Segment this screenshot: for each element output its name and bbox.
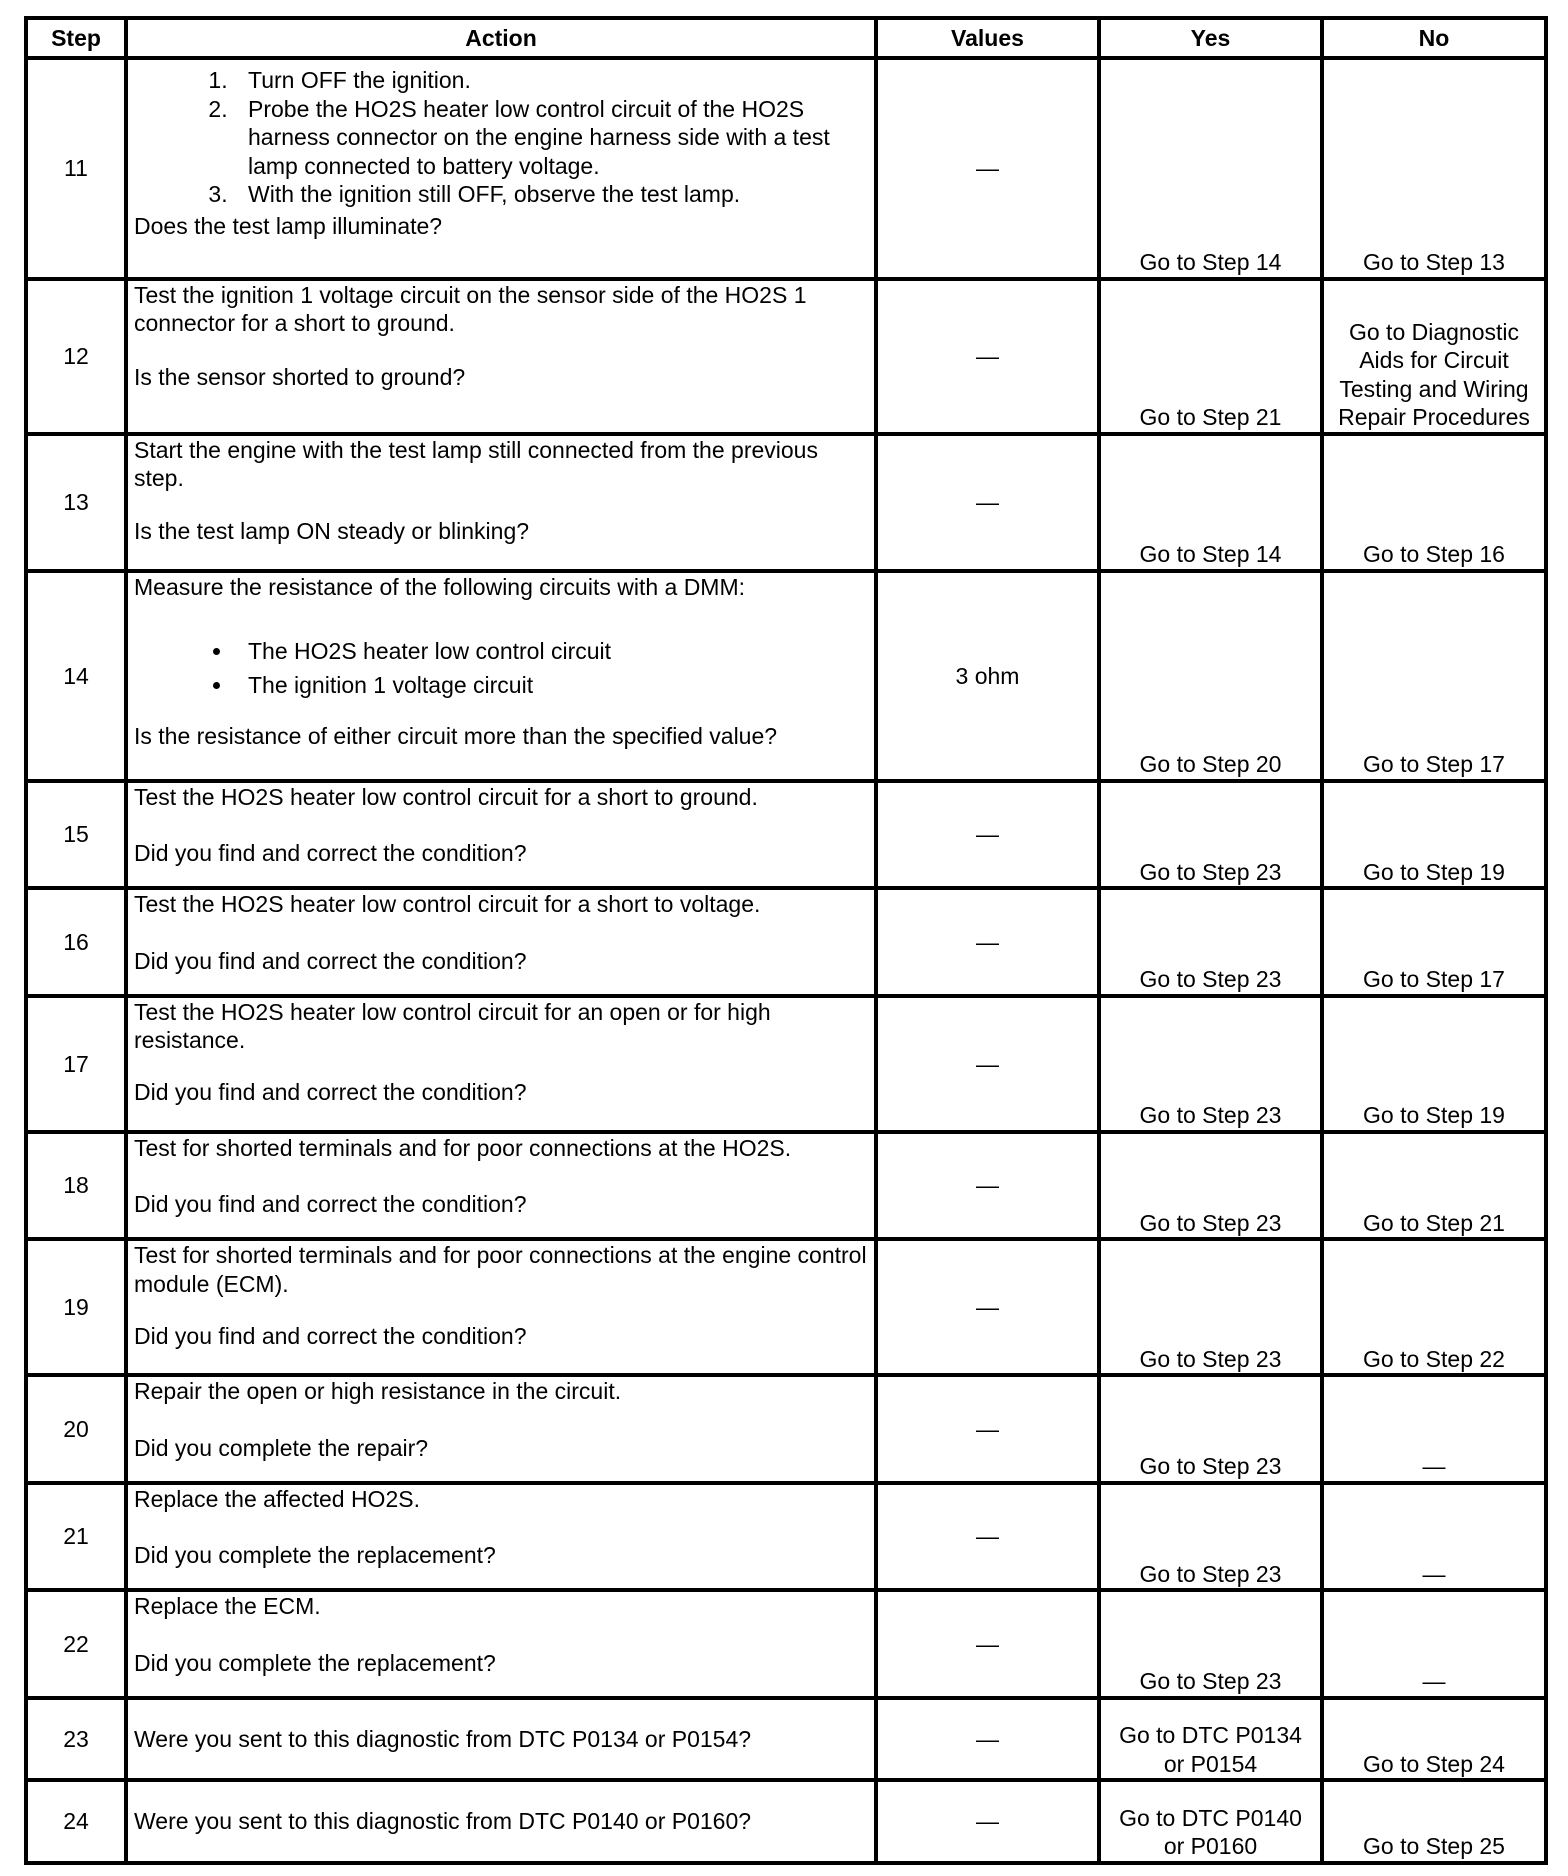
yes-cell: Go to Step 23 [1099, 1132, 1322, 1239]
question-text: Is the resistance of either circuit more than the specified value? [134, 722, 778, 749]
yes-cell: Go to Step 23 [1099, 781, 1322, 888]
list-item: 3. With the ignition still OFF, observe the test lamp. [234, 180, 868, 209]
values-cell: — [876, 1483, 1099, 1590]
header-action: Action [126, 18, 876, 58]
action-text: Measure the resistance of the following circuits with a DMM: [134, 573, 746, 600]
question-text: Did you find and correct the condition? [134, 840, 527, 867]
step-number: 20 [26, 1375, 126, 1482]
action-cell [126, 1132, 876, 1239]
yes-cell: Go to DTC P0134 or P0154 [1099, 1698, 1322, 1781]
question-text: Did you find and correct the condition? [134, 947, 527, 974]
action-text: Test the HO2S heater low control circuit for an open or for high resistance. [134, 998, 771, 1054]
question-text: Did you find and correct the condition? [134, 1079, 527, 1106]
values-cell: — [876, 1780, 1099, 1863]
header-no: No [1322, 18, 1546, 58]
yes-cell: Go to Step 23 [1099, 1375, 1322, 1482]
yes-cell: Go to Step 14 [1099, 58, 1322, 279]
action-text: Test the HO2S heater low control circuit for a short to voltage. [134, 891, 761, 918]
action-text: Start the engine with the test lamp still connected from the previous step. [134, 436, 818, 492]
action-cell [126, 996, 876, 1132]
no-cell: — [1322, 1375, 1546, 1482]
action-cell [126, 434, 876, 571]
step-number: 17 [26, 996, 126, 1132]
action-cell [126, 1780, 876, 1863]
action-cell [126, 1698, 876, 1781]
action-cell [126, 1375, 876, 1482]
step-number: 19 [26, 1239, 126, 1375]
no-cell: Go to Step 13 [1322, 58, 1546, 279]
values-cell: — [876, 58, 1099, 279]
action-text: Test the HO2S heater low control circuit for a short to ground. [134, 783, 758, 810]
table-row [26, 1590, 1546, 1697]
action-cell [126, 58, 876, 279]
step-number: 22 [26, 1590, 126, 1697]
no-cell: — [1322, 1483, 1546, 1590]
header-row [26, 18, 1546, 58]
no-cell: Go to Step 16 [1322, 434, 1546, 571]
values-cell: — [876, 1239, 1099, 1375]
values-cell: — [876, 996, 1099, 1132]
table-row [26, 1375, 1546, 1482]
list-item: 1. Turn OFF the ignition. [234, 66, 868, 95]
step-number: 16 [26, 888, 126, 995]
no-cell: Go to Diagnostic Aids for Circuit Testing and Wiring Repair Procedures [1322, 279, 1546, 434]
action-cell [126, 1239, 876, 1375]
header-values: Values [876, 18, 1099, 58]
step-number: 13 [26, 434, 126, 571]
values-cell: — [876, 781, 1099, 888]
table-row [26, 279, 1546, 434]
header-step: Step [26, 18, 126, 58]
values-cell: — [876, 434, 1099, 571]
step-number: 15 [26, 781, 126, 888]
table-row [26, 888, 1546, 995]
procedure-list [134, 66, 868, 209]
step-number: 24 [26, 1780, 126, 1863]
values-cell: — [876, 888, 1099, 995]
diagnostic-table [24, 16, 1548, 1865]
step-number: 23 [26, 1698, 126, 1781]
table-row [26, 996, 1546, 1132]
yes-cell: Go to DTC P0140 or P0160 [1099, 1780, 1322, 1863]
no-cell: Go to Step 19 [1322, 781, 1546, 888]
question-text: Is the sensor shorted to ground? [134, 364, 466, 391]
no-cell: Go to Step 17 [1322, 888, 1546, 995]
circuit-list [134, 635, 868, 702]
values-cell: — [876, 1590, 1099, 1697]
table-row [26, 781, 1546, 888]
question-text: Does the test lamp illuminate? [134, 213, 443, 240]
question-text: Were you sent to this diagnostic from DTC P0134 or P0154? [134, 1725, 752, 1752]
table-row [26, 571, 1546, 781]
yes-cell: Go to Step 23 [1099, 1239, 1322, 1375]
list-item: 2. Probe the HO2S heater low control circuit of the HO2S harness connector on the engine harness side with a test lamp connected to battery voltage. [234, 95, 868, 181]
list-item: • The ignition 1 voltage circuit [234, 669, 868, 702]
values-cell: — [876, 1375, 1099, 1482]
action-text: Replace the affected HO2S. [134, 1485, 420, 1512]
action-cell [126, 571, 876, 781]
no-cell: Go to Step 19 [1322, 996, 1546, 1132]
step-number: 12 [26, 279, 126, 434]
action-cell [126, 1590, 876, 1697]
list-item: • The HO2S heater low control circuit [234, 635, 868, 668]
yes-cell: Go to Step 21 [1099, 279, 1322, 434]
yes-cell: Go to Step 23 [1099, 888, 1322, 995]
question-text: Did you find and correct the condition? [134, 1322, 527, 1349]
question-text: Did you complete the repair? [134, 1434, 429, 1461]
no-cell: Go to Step 21 [1322, 1132, 1546, 1239]
yes-cell: Go to Step 23 [1099, 1483, 1322, 1590]
action-text: Replace the ECM. [134, 1593, 321, 1620]
action-cell [126, 279, 876, 434]
question-text: Did you find and correct the condition? [134, 1191, 527, 1218]
action-text: Repair the open or high resistance in the circuit. [134, 1378, 622, 1405]
table-row [26, 1239, 1546, 1375]
yes-cell: Go to Step 23 [1099, 996, 1322, 1132]
question-text: Did you complete the replacement? [134, 1542, 496, 1569]
action-text: Test for shorted terminals and for poor connections at the HO2S. [134, 1134, 792, 1161]
action-cell [126, 888, 876, 995]
no-cell: Go to Step 17 [1322, 571, 1546, 781]
table-row [26, 1698, 1546, 1781]
no-cell: Go to Step 22 [1322, 1239, 1546, 1375]
yes-cell: Go to Step 14 [1099, 434, 1322, 571]
table-row [26, 58, 1546, 279]
yes-cell: Go to Step 23 [1099, 1590, 1322, 1697]
action-text: Test for shorted terminals and for poor connections at the engine control module (ECM). [134, 1242, 867, 1297]
yes-cell: Go to Step 20 [1099, 571, 1322, 781]
question-text: Did you complete the replacement? [134, 1649, 496, 1676]
no-cell: — [1322, 1590, 1546, 1697]
step-number: 18 [26, 1132, 126, 1239]
no-cell: Go to Step 25 [1322, 1780, 1546, 1863]
step-number: 11 [26, 58, 126, 279]
action-cell [126, 1483, 876, 1590]
table-row [26, 1132, 1546, 1239]
values-cell: — [876, 1132, 1099, 1239]
table-row [26, 434, 1546, 571]
no-cell: Go to Step 24 [1322, 1698, 1546, 1781]
step-number: 14 [26, 571, 126, 781]
question-text: Were you sent to this diagnostic from DTC P0140 or P0160? [134, 1808, 752, 1835]
question-text: Is the test lamp ON steady or blinking? [134, 518, 530, 545]
table-row [26, 1780, 1546, 1863]
values-cell: — [876, 1698, 1099, 1781]
values-cell: — [876, 279, 1099, 434]
table-row [26, 1483, 1546, 1590]
action-cell [126, 781, 876, 888]
header-yes: Yes [1099, 18, 1322, 58]
values-cell: 3 ohm [876, 571, 1099, 781]
action-text: Test the ignition 1 voltage circuit on the sensor side of the HO2S 1 connector for a short to ground. [134, 281, 807, 337]
step-number: 21 [26, 1483, 126, 1590]
